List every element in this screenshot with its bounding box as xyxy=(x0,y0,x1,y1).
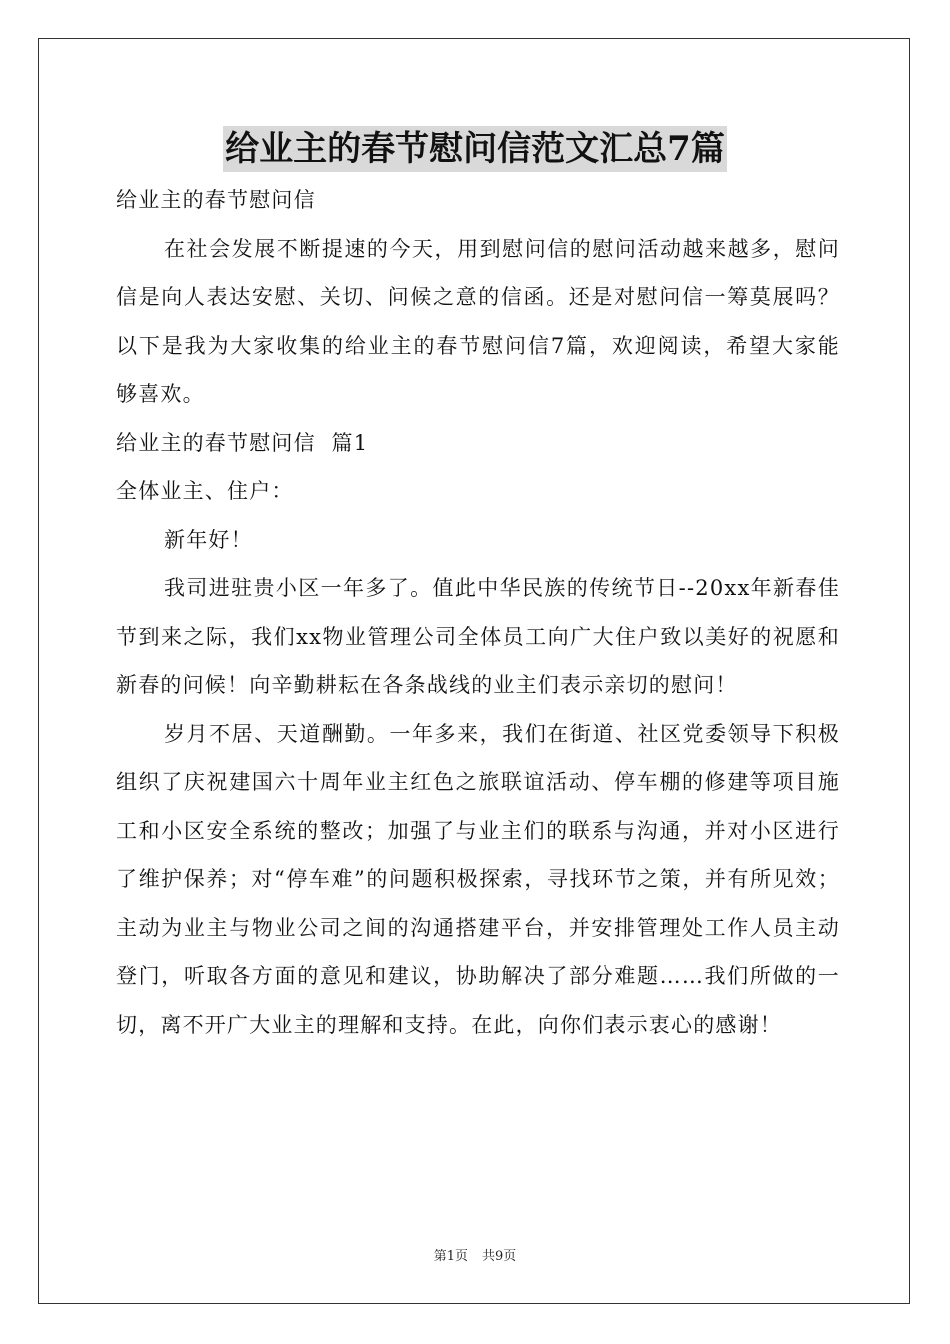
document-body xyxy=(116,176,840,1049)
body-paragraph-1: 我司进驻贵小区一年多了。值此中华民族的传统节日--20xx年新春佳节到来之际，我们xx物业管理公司全体员工向广大住户致以美好的祝愿和新春的问候！向辛勤耕耘在各条战线的业主们表示亲切的慰问！ xyxy=(116,576,840,697)
body-paragraph-2: 岁月不居、天道酬勤。一年多来，我们在街道、社区党委领导下积极组织了庆祝建国六十周年业主红色之旅联谊活动、停车棚的修建等项目施工和小区安全系统的整改；加强了与业主们的联系与沟通，并对小区进行了维护保养；对“停车难”的问题积极探索，寻找环节之策，并有所见效；主动为业主与物业公司之间的沟通搭建平台，并安排管理处工作人员主动登门，听取各方面的意见和建议，协助解决了部分难题……我们所做的一切，离不开广大业主的理解和支持。在此，向你们表示衷心的感谢！ xyxy=(116,721,840,1037)
section-heading: 给业主的春节慰问信 篇1 xyxy=(116,430,369,455)
page-number-current: 第1页 xyxy=(433,1249,468,1264)
document-title: 给业主的春节慰问信范文汇总7篇 xyxy=(223,126,727,172)
page-footer xyxy=(0,1248,950,1266)
salutation: 全体业主、住户： xyxy=(116,479,294,503)
intro-paragraph: 在社会发展不断提速的今天，用到慰问信的慰问活动越来越多，慰问信是向人表达安慰、关切、问候之意的信函。还是对慰问信一筹莫展吗？以下是我为大家收集的给业主的春节慰问信7篇，欢迎阅读，希望大家能够喜欢。 xyxy=(116,236,840,406)
greeting: 新年好！ xyxy=(164,527,253,552)
document-subtitle: 给业主的春节慰问信 xyxy=(116,188,316,212)
title-container xyxy=(0,126,950,172)
page-number-total: 共9页 xyxy=(482,1249,517,1264)
